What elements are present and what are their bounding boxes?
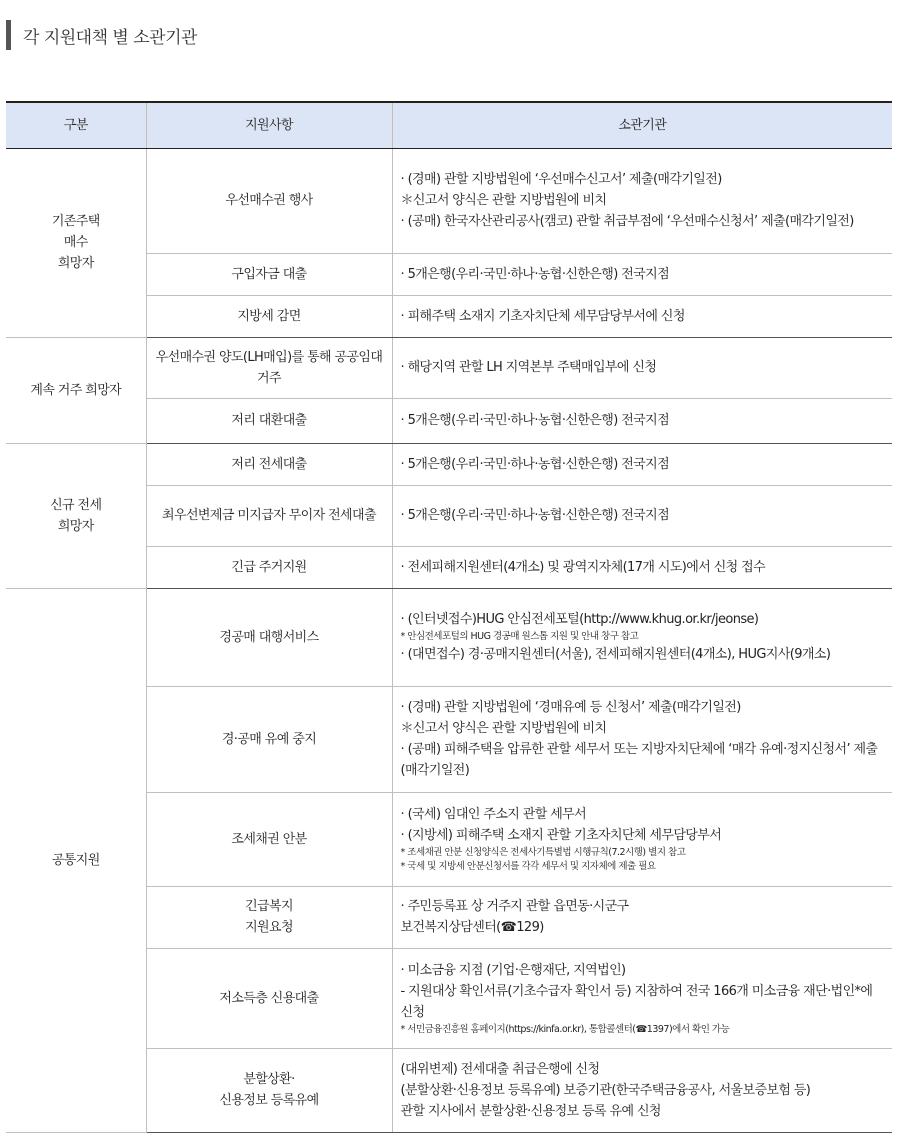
agency-line: 관할 지사에서 분할상환·신용정보 등록 유예 신청 (400, 1103, 661, 1119)
agency-line: ＊신고서 양식은 관할 지방법원에 비치 (400, 721, 607, 736)
header-support: 지원사항 (146, 102, 392, 148)
agency-line: · 5개은행(우리·국민·하나·농협·신한은행) 전국지점 (400, 508, 670, 523)
agency-note: * 국세 및 지방세 안분신청서를 각각 세무서 및 지자체에 제출 필요 (400, 861, 656, 872)
category-new-lease: 신규 전세 희망자 (6, 443, 146, 588)
agency-line: · (경매) 관할 지방법원에 ‘우선매수신고서’ 제출(매각기일전) (400, 172, 722, 187)
agency-cell (392, 485, 892, 546)
agency-line: · (인터넷접수)HUG 안심전세포털(http://www.khug.or.kr/jeonse) (400, 612, 759, 627)
agency-line: (분할상환·신용정보 등록유예) 보증기관(한국주택금융공사, 서울보증보험 등) (400, 1082, 811, 1098)
support-item: 구입자금 대출 (146, 253, 392, 295)
support-item: 저소득층 신용대출 (146, 948, 392, 1048)
agency-cell (392, 686, 892, 792)
support-item: 저리 전세대출 (146, 443, 392, 485)
table-row (6, 588, 892, 686)
table-row (6, 337, 892, 398)
section-heading (6, 20, 197, 50)
agency-cell (392, 253, 892, 295)
table-header-row (6, 102, 892, 148)
agency-line: · 5개은행(우리·국민·하나·농협·신한은행) 전국지점 (400, 456, 670, 472)
agency-line: 보건복지상담센터(☎129) (400, 920, 544, 935)
agency-cell (392, 1048, 892, 1132)
agency-cell (392, 546, 892, 588)
agency-line: (대위변제) 전세대출 취급은행에 신청 (400, 1061, 600, 1077)
agency-line: · 주민등록표 상 거주지 관할 읍면동·시군구 (400, 899, 629, 914)
agency-cell (392, 443, 892, 485)
agency-cell (392, 337, 892, 398)
agency-line: · 5개은행(우리·국민·하나·농협·신한은행) 전국지점 (400, 413, 670, 428)
agency-line: · (지방세) 피해주택 소재지 관할 기초자치단체 세무담당부서 (400, 828, 722, 843)
table-row (6, 443, 892, 485)
agency-line: · 피해주택 소재지 기초자치단체 세무담당부서에 신청 (400, 308, 685, 324)
agency-line: · 5개은행(우리·국민·하나·농협·신한은행) 전국지점 (400, 266, 670, 282)
table-row (6, 148, 892, 253)
agency-cell (392, 398, 892, 443)
support-item: 경공매 대행서비스 (146, 588, 392, 686)
support-item: 경·공매 유예 중지 (146, 686, 392, 792)
header-category: 구분 (6, 102, 146, 148)
agency-cell (392, 792, 892, 886)
support-item: 조세채권 안분 (146, 792, 392, 886)
agency-line: - 지원대상 확인서류(기초수급자 확인서 등) 지참하여 전국 166개 미소금융 재단·법인*에 신청 (400, 983, 873, 1020)
page-title: 각 지원대책 별 소관기관 (23, 27, 197, 48)
agency-table (6, 101, 892, 1133)
agency-line: · (대면접수) 경·공매지원센터(서울), 전세피해지원센터(4개소), HUG지사(9개소) (400, 647, 831, 662)
heading-bar (6, 20, 11, 50)
support-item: 긴급복지 지원요청 (146, 886, 392, 948)
agency-note: * 서민금융진흥원 홈페이지(https://kinfa.or.kr), 통합콜센터(☎1397)에서 확인 가능 (400, 1023, 730, 1035)
support-item: 분할상환· 신용정보 등록유예 (146, 1048, 392, 1132)
agency-line: · (공매) 한국자산관리공사(캠코) 관할 취급부점에 ‘우선매수신청서’ 제출(매각기일전) (400, 214, 854, 229)
category-existing-home: 기존주택 매수 희망자 (6, 148, 146, 337)
support-item: 우선매수권 양도(LH매입)를 통해 공공임대 거주 (146, 337, 392, 398)
support-item: 저리 대환대출 (146, 398, 392, 443)
category-common: 공통지원 (6, 588, 146, 1132)
support-item: 긴급 주거지원 (146, 546, 392, 588)
category-continue-living: 계속 거주 희망자 (6, 337, 146, 443)
agency-line: ＊신고서 양식은 관할 지방법원에 비치 (400, 193, 607, 208)
agency-note: * 안심전세포털의 HUG 경공매 원스톱 지원 및 안내 창구 참고 (400, 631, 639, 642)
agency-line: · (국세) 임대인 주소지 관할 세무서 (400, 807, 587, 822)
agency-cell (392, 948, 892, 1048)
agency-line: · 전세피해지원센터(4개소) 및 광역지자체(17개 시도)에서 신청 접수 (400, 559, 766, 575)
agency-note: * 조세채권 안분 신청양식은 전세사기특별법 시행규칙(7.2시행) 별지 참고 (400, 847, 686, 858)
agency-line: · (경매) 관할 지방법원에 ‘경매유예 등 신청서’ 제출(매각기일전) (400, 700, 741, 715)
support-item: 최우선변제금 미지급자 무이자 전세대출 (146, 485, 392, 546)
support-item: 지방세 감면 (146, 295, 392, 337)
agency-cell (392, 148, 892, 253)
agency-cell (392, 295, 892, 337)
support-item: 우선매수권 행사 (146, 148, 392, 253)
agency-line: · 미소금융 지점 (기업·은행재단, 지역법인) (400, 962, 626, 978)
agency-line: · (공매) 피해주택을 압류한 관할 세무서 또는 지방자치단체에 ‘매각 유예·정지신청서’ 제출(매각기일전) (400, 742, 878, 778)
agency-cell (392, 886, 892, 948)
header-agency: 소관기관 (392, 102, 892, 148)
agency-line: · 해당지역 관할 LH 지역본부 주택매입부에 신청 (400, 360, 657, 375)
agency-cell (392, 588, 892, 686)
